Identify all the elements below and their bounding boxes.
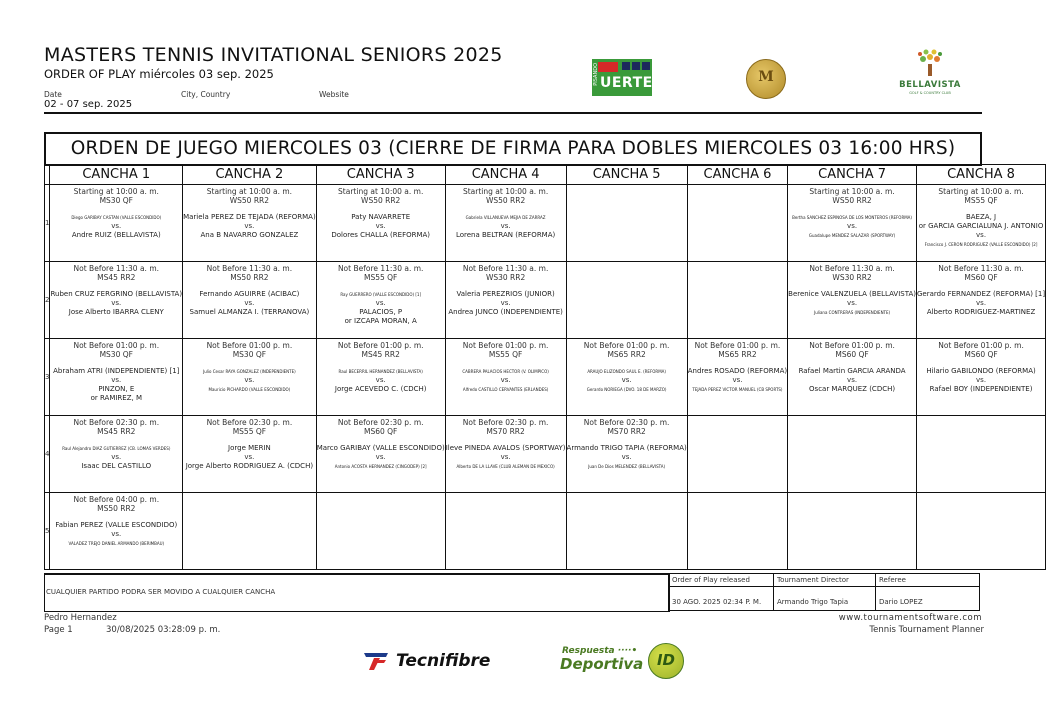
date-label: Date (44, 90, 62, 99)
empty-cell (687, 416, 787, 493)
spacer (446, 282, 566, 290)
player-2: Alberto RODRIGUEZ-MARTINEZ (926, 308, 1036, 316)
player-2: Samuel ALMANZA I. (TERRANOVA) (189, 308, 310, 316)
schedule-row (45, 493, 1046, 570)
row-number: 1 (45, 185, 50, 262)
match-cell[interactable] (788, 339, 917, 416)
match-cell[interactable] (50, 262, 183, 339)
match-cell[interactable] (183, 339, 317, 416)
player-1: Ray GUERRERO (VALLE ESCONDIDO) [1] (340, 292, 421, 297)
court-header: CANCHA 5 (566, 165, 687, 185)
versus-label: vs. (976, 299, 987, 307)
court-header: CANCHA 6 (687, 165, 787, 185)
match-time: Starting at 10:00 a. m. (338, 187, 424, 196)
spacer (50, 359, 182, 367)
player-1: Hilario GABILONDO (REFORMA) (926, 367, 1036, 375)
player-2: Juliana CONTRERAS (INDEPENDIENTE) (814, 310, 891, 315)
referee-label: Referee (879, 576, 906, 584)
spacer (788, 282, 916, 290)
match-event: WS50 RR2 (361, 196, 401, 205)
match-cell[interactable] (50, 185, 183, 262)
match-cell[interactable] (445, 416, 566, 493)
match-cell[interactable] (50, 416, 183, 493)
schedule-row (45, 339, 1046, 416)
released-label: Order of Play released (672, 576, 750, 584)
match-time: Not Before 04:00 p. m. (73, 495, 160, 504)
versus-label: vs. (976, 376, 987, 384)
tecnifibre-text: Tecnifibre (396, 651, 491, 671)
header-divider (44, 112, 982, 114)
spacer (446, 359, 566, 367)
match-event: MS45 RR2 (97, 273, 136, 282)
spacer (50, 436, 182, 444)
match-cell[interactable] (916, 262, 1045, 339)
schedule-row (45, 262, 1046, 339)
player-1: or GARCIA GARCIALUNA J. ANTONIO (918, 222, 1044, 230)
versus-label: vs. (500, 453, 511, 461)
player-1: ARAUJO ELIZONDO SAUL E. (REFORMA) (587, 369, 666, 374)
match-event: MS45 RR2 (97, 427, 136, 436)
released-value: 30 AGO. 2025 02:34 P. M. (672, 598, 762, 606)
spacer (317, 359, 445, 367)
player-2: Jose Alberto IBARRA CLENY (68, 308, 164, 316)
note-text: CUALQUIER PARTIDO PODRA SER MOVIDO A CUALQUIER CANCHA (46, 588, 276, 596)
row-number: 5 (45, 493, 50, 570)
match-time: Not Before 01:00 p. m. (809, 341, 895, 350)
match-event: WS30 RR2 (832, 273, 872, 282)
player-2: Alfredo CASTILLO CERVANTES (ERLANDES) (462, 387, 549, 392)
versus-label: vs. (244, 453, 255, 461)
match-event: MS65 RR2 (607, 350, 646, 359)
spacer (446, 205, 566, 213)
referee-box (875, 573, 980, 611)
versus-label: vs. (847, 222, 858, 230)
player-1: Ileve PINEDA AVALOS (SPORTWAY) (445, 444, 566, 452)
released-box (668, 573, 774, 611)
match-cell[interactable] (445, 185, 566, 262)
match-event: MS60 QF (363, 427, 398, 436)
director-box (773, 573, 876, 611)
match-time: Not Before 01:00 p. m. (938, 341, 1024, 350)
player-1: Valeria PEREZRIOS (JUNIOR) (456, 290, 555, 298)
empty-cell (566, 185, 687, 262)
versus-label: vs. (847, 376, 858, 384)
empty-cell (916, 493, 1045, 570)
versus-label: vs. (732, 376, 743, 384)
match-time: Starting at 10:00 a. m. (938, 187, 1024, 196)
spacer (183, 282, 316, 290)
player-1: Paty NAVARRETE (351, 213, 411, 221)
page-number: Page 1 (44, 625, 73, 635)
tournament-title: MASTERS TENNIS INVITATIONAL SENIORS 2025 (44, 44, 503, 66)
match-event: MS50 RR2 (230, 273, 269, 282)
city-label: City, Country (181, 90, 231, 99)
court-header: CANCHA 2 (183, 165, 317, 185)
match-event: WS30 RR2 (485, 273, 526, 282)
order-of-play-grid (44, 164, 1046, 570)
versus-label: vs. (111, 453, 122, 461)
tecnifibre-logo (362, 648, 502, 674)
match-time: Starting at 10:00 a. m. (206, 187, 293, 196)
author: Pedro Hernandez (44, 613, 117, 623)
player-1: Fernando AGUIRRE (ACIBAC) (199, 290, 300, 298)
court-header: CANCHA 7 (788, 165, 917, 185)
versus-label: vs. (375, 376, 386, 384)
empty-cell (687, 262, 787, 339)
match-cell[interactable] (566, 416, 687, 493)
player-1: Marco GARIBAY (VALLE ESCONDIDO) (316, 444, 445, 452)
player-1: Diego GARIBAY CASTAN (VALLE ESCONDIDO) (71, 215, 162, 220)
player-1: Gabriela VILLANUEVA MEJIA DE ZARRAZ (465, 215, 546, 220)
player-1: Raul Alejandro DIAZ GUTIERREZ (CB. LOMAS VERDES) (62, 446, 171, 451)
match-time: Not Before 02:30 p. m. (73, 418, 160, 427)
player-1: Andres ROSADO (REFORMA) (687, 367, 788, 375)
match-time: Not Before 02:30 p. m. (337, 418, 424, 427)
masters-logo-mark: M (758, 69, 774, 85)
match-time: Not Before 11:30 a. m. (809, 264, 895, 273)
spacer (446, 436, 566, 444)
match-time: Not Before 01:00 p. m. (462, 341, 549, 350)
match-event: MS55 QF (964, 196, 998, 205)
match-cell[interactable] (916, 339, 1045, 416)
player-2: Alberto DE LA LLAVE (CLUB ALEMAN DE MEXICO) (456, 464, 555, 469)
player-1: Armando TRIGO TAPIA (REFORMA) (566, 444, 687, 452)
match-time: Starting at 10:00 a. m. (462, 187, 549, 196)
empty-cell (566, 262, 687, 339)
player-1: Ruben CRUZ FERGRINO (BELLAVISTA) (50, 290, 183, 298)
match-event: WS50 RR2 (832, 196, 872, 205)
match-event: WS50 RR2 (229, 196, 270, 205)
match-time: Not Before 01:00 p. m. (694, 341, 781, 350)
match-event: MS30 QF (99, 350, 133, 359)
spacer (317, 205, 445, 213)
versus-label: vs. (244, 222, 255, 230)
court-header: CANCHA 1 (50, 165, 183, 185)
match-event: MS45 RR2 (361, 350, 400, 359)
match-time: Starting at 10:00 a. m. (809, 187, 895, 196)
match-event: MS30 QF (232, 350, 267, 359)
spacer (917, 282, 1045, 290)
empty-cell (788, 493, 917, 570)
spacer (183, 359, 316, 367)
court-header: CANCHA 4 (445, 165, 566, 185)
player-2: Mauricio PICHARDO (VALLE ESCONDIDO) (208, 387, 291, 392)
bellavista-logo (898, 48, 962, 98)
versus-label: vs. (500, 222, 511, 230)
versus-label: vs. (375, 453, 386, 461)
schedule-row (45, 416, 1046, 493)
versus-label: vs. (111, 376, 122, 384)
player-2: PALACIOS, P (359, 308, 403, 316)
versus-label: vs. (621, 453, 632, 461)
player-2: Isaac DEL CASTILLO (81, 462, 152, 470)
director-label: Tournament Director (777, 576, 849, 584)
match-event: MS55 QF (488, 350, 523, 359)
spacer (917, 205, 1045, 213)
empty-cell (183, 493, 317, 570)
match-time: Not Before 01:00 p. m. (337, 341, 424, 350)
match-cell[interactable] (445, 339, 566, 416)
player-2: Lorena BELTRAN (REFORMA) (455, 231, 556, 239)
empty-cell (566, 493, 687, 570)
versus-label: vs. (244, 376, 255, 384)
court-header: CANCHA 3 (316, 165, 445, 185)
spacer (567, 359, 687, 367)
row-number: 4 (45, 416, 50, 493)
deportiva-text: Deportiva (560, 655, 644, 673)
match-event: MS60 QF (835, 350, 869, 359)
spacer (50, 282, 182, 290)
match-cell[interactable] (788, 185, 917, 262)
player-2: Juan De Dios MELENDEZ (BELLAVISTA) (588, 464, 666, 469)
spacer (317, 282, 445, 290)
match-cell[interactable] (183, 185, 317, 262)
match-time: Not Before 11:30 a. m. (337, 264, 424, 273)
printed-timestamp: 30/08/2025 03:28:09 p. m. (106, 625, 221, 635)
match-time: Not Before 02:30 p. m. (206, 418, 293, 427)
row-number: 2 (45, 262, 50, 339)
match-cell[interactable] (916, 185, 1045, 262)
match-time: Not Before 11:30 a. m. (462, 264, 549, 273)
player-1: Berenice VALENZUELA (BELLAVISTA) (788, 290, 916, 298)
versus-label: vs. (244, 299, 255, 307)
match-time: Not Before 02:30 p. m. (583, 418, 670, 427)
versus-label: vs. (847, 299, 858, 307)
spacer (317, 436, 445, 444)
match-event: MS60 QF (964, 273, 998, 282)
spacer (788, 205, 916, 213)
schedule-row (45, 185, 1046, 262)
spacer (183, 205, 316, 213)
tree-icon (916, 48, 944, 78)
versus-label: vs. (375, 299, 386, 307)
order-of-play-subtitle: ORDER OF PLAY miércoles 03 sep. 2025 (44, 67, 274, 81)
match-cell[interactable] (316, 339, 445, 416)
website-link[interactable]: www.tournamentsoftware.com (838, 613, 982, 623)
player-2: PINZON, E (98, 385, 135, 393)
match-cell[interactable] (687, 339, 787, 416)
versus-label: vs. (500, 299, 511, 307)
match-event: MS70 RR2 (486, 427, 525, 436)
player-1: Jorge MERIN (228, 444, 271, 452)
player-2: Dolores CHALLA (REFORMA) (331, 231, 431, 239)
versus-label: vs. (111, 222, 122, 230)
empty-cell (788, 416, 917, 493)
match-time: Not Before 01:00 p. m. (583, 341, 670, 350)
match-cell[interactable] (445, 262, 566, 339)
player-2: Andre RUIZ (BELLAVISTA) (71, 231, 161, 239)
versus-label: vs. (621, 376, 632, 384)
versus-label: vs. (500, 376, 511, 384)
player-1: CABRERA PALACIOS HECTOR (V. OLIMPICO) (462, 369, 549, 374)
player-2: Jorge ACEVEDO C. (CDCH) (334, 385, 427, 393)
match-cell[interactable] (183, 262, 317, 339)
versus-label: vs. (111, 299, 122, 307)
match-time: Starting at 10:00 a. m. (73, 187, 159, 196)
masters-tennis-logo (746, 59, 786, 99)
player-1: Fabian PEREZ (VALLE ESCONDIDO) (55, 521, 178, 529)
match-time: Not Before 11:30 a. m. (938, 264, 1024, 273)
match-event: MS55 QF (363, 273, 398, 282)
match-time: Not Before 01:00 p. m. (73, 341, 160, 350)
player-1: Gerardo FERNANDEZ (REFORMA) [1] (916, 290, 1046, 298)
planner-credit: Tennis Tournament Planner (869, 625, 984, 635)
match-event: MS50 RR2 (97, 504, 136, 513)
player-2: Rafael BOY (INDEPENDIENTE) (929, 385, 1033, 393)
fuerte-text: UERTE (600, 75, 653, 91)
player-2: Guadalupe MENDEZ SALAZAR (SPORTWAY) (808, 233, 896, 238)
match-cell[interactable] (316, 185, 445, 262)
pisando-text: PISANDO (593, 63, 599, 86)
versus-label: vs. (111, 530, 122, 538)
spacer (50, 205, 182, 213)
court-header: CANCHA 8 (916, 165, 1045, 185)
match-cell[interactable] (50, 493, 183, 570)
match-cell[interactable] (566, 339, 687, 416)
player-2: Gerardo NORIEGA (DVO. 18 DE MARZO) (586, 387, 667, 392)
spacer (917, 359, 1045, 367)
match-event: MS65 RR2 (718, 350, 757, 359)
respuesta-text: Respuesta ····• (562, 646, 638, 656)
match-event: MS55 QF (232, 427, 267, 436)
player-2: Andrea JUNCO (INDEPENDIENTE) (448, 308, 563, 316)
id-badge: ID (656, 651, 676, 669)
empty-cell (687, 185, 787, 262)
match-event: MS70 RR2 (607, 427, 646, 436)
referee-value: Dario LOPEZ (879, 598, 923, 606)
bellavista-sub: GOLF & COUNTRY CLUB (909, 91, 951, 95)
player-1: Abraham ATRI (INDEPENDIENTE) [1] (53, 367, 180, 375)
spacer (183, 436, 316, 444)
website-label: Website (319, 90, 349, 99)
empty-cell (445, 493, 566, 570)
match-cell[interactable] (50, 339, 183, 416)
player-1: Julio Cesar RAYA GONZALEZ (INDEPENDIENTE) (203, 369, 296, 374)
pisando-fuerte-logo (592, 59, 652, 96)
match-event: WS50 RR2 (485, 196, 526, 205)
bellavista-name: BELLAVISTA (899, 80, 961, 90)
empty-cell (687, 493, 787, 570)
match-time: Not Before 02:30 p. m. (462, 418, 549, 427)
player-2: VALADEZ TREJO DANIEL ARMANDO (BERIMBAU) (68, 541, 165, 546)
match-time: Not Before 11:30 a. m. (73, 264, 160, 273)
court-header-row (45, 165, 1046, 185)
match-event: MS60 QF (964, 350, 998, 359)
player-2: Francisco J. CERON RODRIGUEZ (VALLE ESCONDIDO) [2] (924, 242, 1038, 247)
player-2: Antonio ACOSTA HERNANDEZ (CINGODEP) [2] (334, 464, 427, 469)
match-cell[interactable] (183, 416, 317, 493)
tecnifibre-mark-icon (362, 651, 390, 671)
match-time: Not Before 01:00 p. m. (206, 341, 293, 350)
versus-label: vs. (976, 231, 987, 239)
match-event: MS30 QF (99, 196, 133, 205)
player-2: or RAMIREZ, M (90, 394, 142, 402)
player-2: Oscar MARQUEZ (CDCH) (809, 385, 896, 393)
match-cell[interactable] (788, 262, 917, 339)
empty-cell (316, 493, 445, 570)
player-1: Raul BECERRIL HERNANDEZ (BELLAVISTA) (338, 369, 423, 374)
date-value: 02 - 07 sep. 2025 (44, 99, 133, 110)
player-1: Mariela PEREZ DE TEJADA (REFORMA) (183, 213, 316, 221)
schedule-title: ORDEN DE JUEGO MIERCOLES 03 (CIERRE DE FIRMA PARA DOBLES MIERCOLES 03 16:00 HRS) (44, 132, 982, 166)
director-value: Armando Trigo Tapia (777, 598, 849, 606)
match-cell[interactable] (316, 416, 445, 493)
player-1: Rafael Martin GARCIA ARANDA (798, 367, 906, 375)
respuesta-deportiva-logo (560, 642, 688, 678)
empty-cell (916, 416, 1045, 493)
spacer (567, 436, 687, 444)
row-number: 3 (45, 339, 50, 416)
match-cell[interactable] (316, 262, 445, 339)
spacer (50, 513, 182, 521)
tennis-ball-icon (648, 643, 684, 679)
player-2: or IZCAPA MORAN, A (344, 317, 417, 325)
match-time: Not Before 11:30 a. m. (206, 264, 293, 273)
spacer (788, 359, 916, 367)
player-2: TEJADA PEREZ VICTOR MANUEL (CB SPORTS) (692, 387, 783, 392)
versus-label: vs. (375, 222, 386, 230)
player-1: BAEZA, J (965, 213, 997, 221)
player-1: Bertha SANCHEZ ESPINOSA DE LOS MONTEROS (REFORMA) (792, 215, 912, 220)
player-2: Jorge Alberto RODRIGUEZ A. (CDCH) (185, 462, 314, 470)
spacer (688, 359, 787, 367)
player-2: Ana B NAVARRO GONZALEZ (200, 231, 299, 239)
